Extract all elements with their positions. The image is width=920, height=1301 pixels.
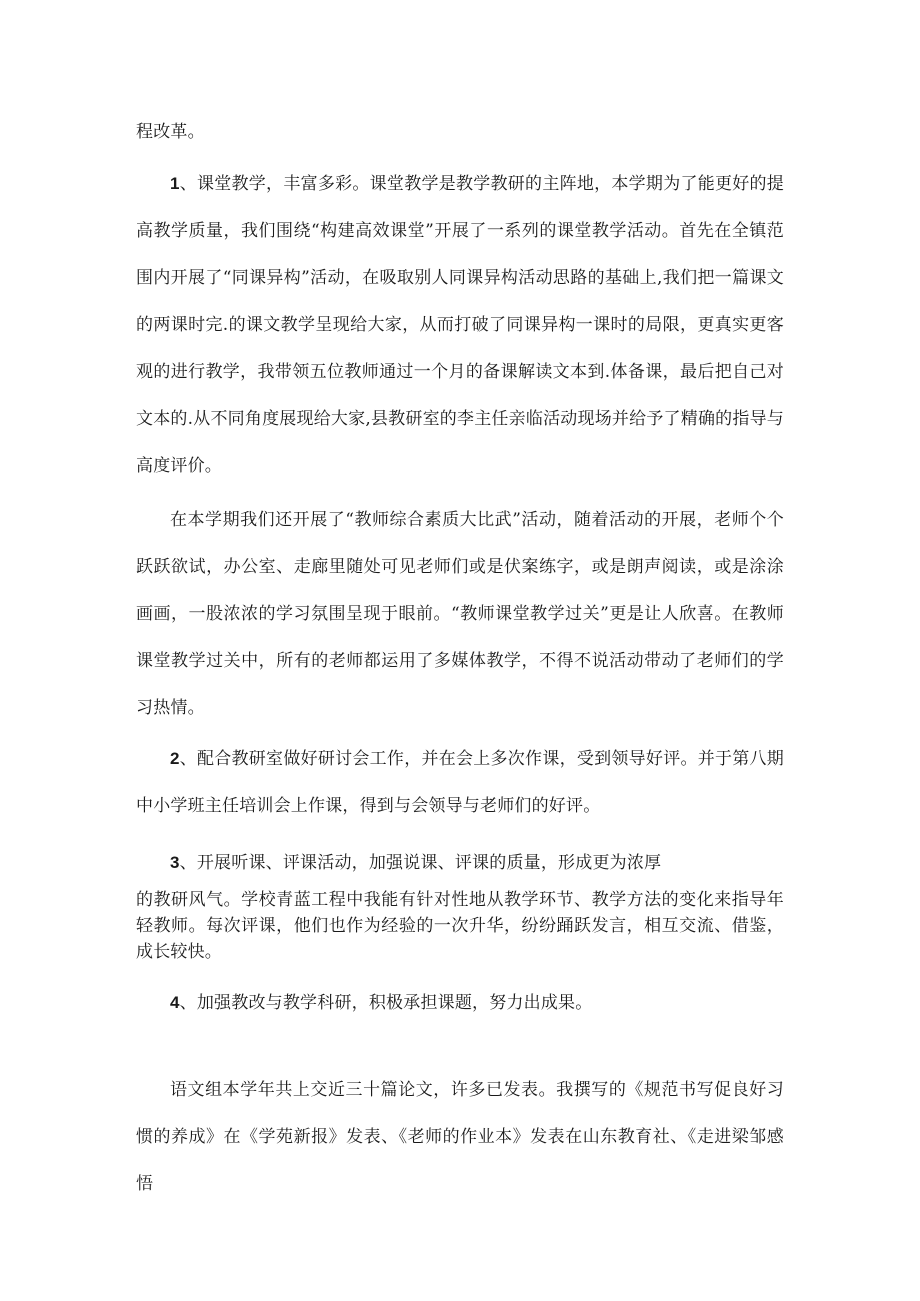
paragraph-item-3 bbox=[136, 839, 784, 887]
paragraph-text: 、课堂教学，丰富多彩。课堂教学是教学教研的主阵地，本学期为了能更好的提高教学质量，我们围绕“构建高效课堂”开展了一系列的课堂教学活动。首先在全镇范围内开展了“同课异构”活动，在吸取别人同课异构活动思路的基础上,我们把一篇课文的两课时完.的课文教学呈现给大家，从而打破了同课异构一课时的局限，更真实更客观的进行教学，我带领五位教师通过一个月的备课解读文本到.体备课，最后把自己对文本的.从不同角度展现给大家,县教研室的李主任亲临活动现场并给予了精确的指导与高度评价。 bbox=[136, 174, 784, 476]
paragraph-text: 、加强教改与教学科研，积极承担课题，努力出成果。 bbox=[179, 993, 593, 1013]
paragraph-item-2 bbox=[136, 735, 784, 830]
paragraph-text: 程改革。 bbox=[136, 122, 205, 142]
paragraph-text: 、开展听课、评课活动，加强说课、评课的质量，形成更为浓厚 bbox=[179, 853, 662, 873]
paragraph-intro bbox=[136, 109, 784, 156]
paragraph-mentoring bbox=[136, 887, 784, 965]
paragraph-item-4 bbox=[136, 979, 784, 1027]
item-number: 2 bbox=[170, 749, 180, 768]
paragraph-text: 语文组本学年共上交近三十篇论文，许多已发表。我撰写的《规范书写促良好习惯的养成》在《学苑新报》发表、《老师的作业本》发表在山东教育社、《走进梁邹感悟 bbox=[136, 1080, 784, 1194]
paragraph-text: 在本学期我们还开展了“教师综合素质大比武”活动，随着活动的开展，老师个个跃跃欲试，办公室、走廊里随处可见老师们或是伏案练字，或是朗声阅读，或是涂涂画画，一股浓浓的学习氛围呈现于眼前。“教师课堂教学过关”更是让人欣喜。在教师课堂教学过关中，所有的老师都运用了多媒体教学，不得不说活动带动了老师们的学习热情。 bbox=[136, 510, 784, 718]
paragraph-text: 的教研风气。学校青蓝工程中我能有针对性地从教学环节、教学方法的变化来指导年轻教师。每次评课，他们也作为经验的一次升华，纷纷踊跃发言，相互交流、借鉴，成长较快。 bbox=[136, 890, 784, 962]
paragraph-papers bbox=[136, 1067, 784, 1208]
paragraph-text: 、配合教研室做好研讨会工作，并在会上多次作课，受到领导好评。并于第八期中小学班主任培训会上作课，得到与会领导与老师们的好评。 bbox=[136, 749, 784, 816]
paragraph-item-1 bbox=[136, 160, 784, 490]
item-number: 3 bbox=[170, 853, 180, 872]
item-number: 1 bbox=[170, 174, 180, 193]
paragraph-competition bbox=[136, 497, 784, 732]
item-number: 4 bbox=[170, 993, 180, 1012]
